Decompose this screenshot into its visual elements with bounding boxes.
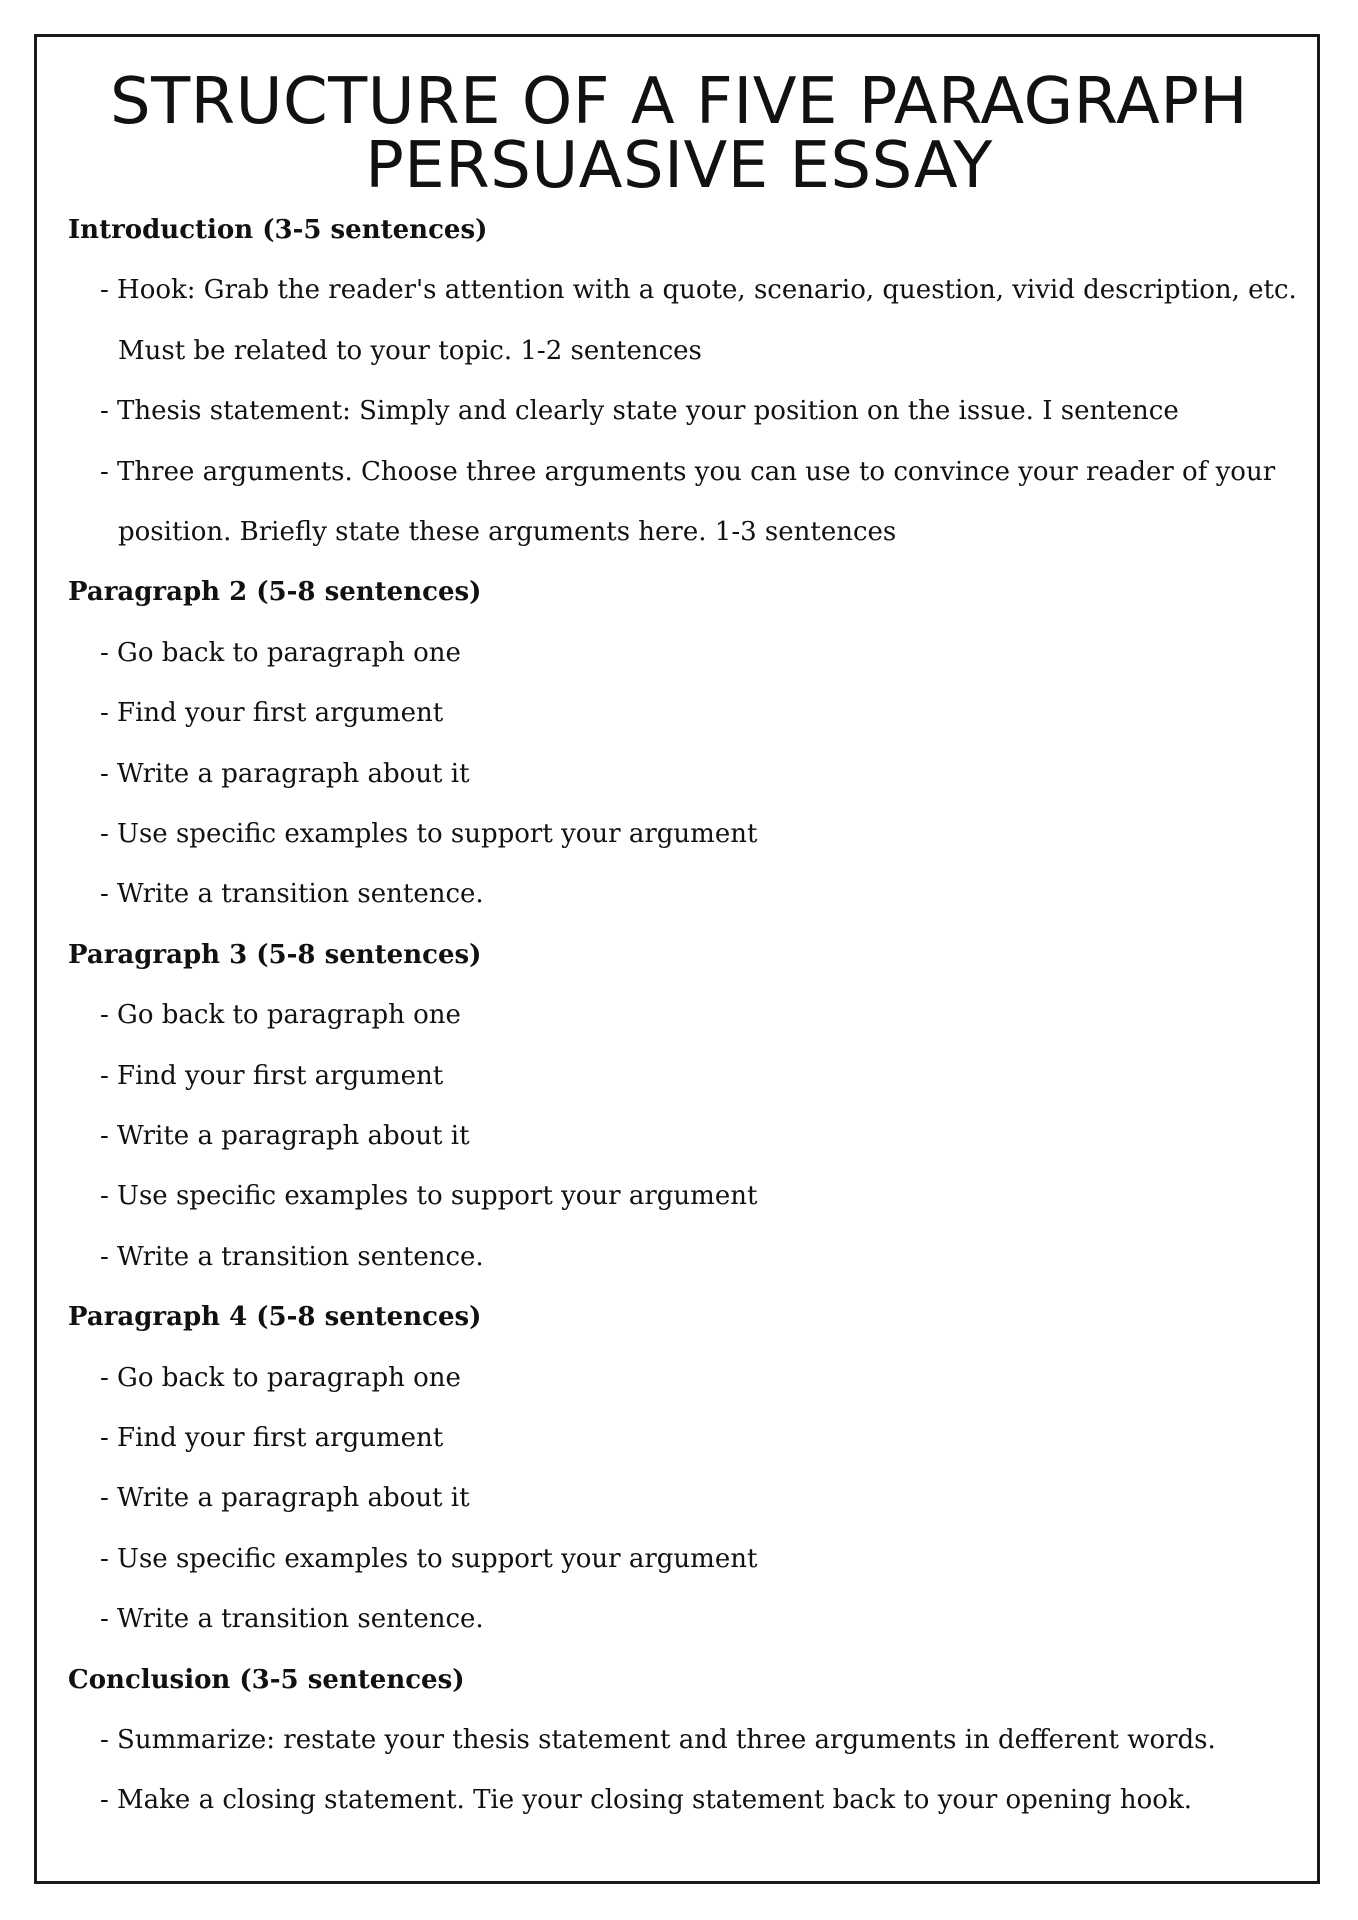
list-item: - Go back to paragraph one (100, 1362, 461, 1393)
section-items (68, 985, 1318, 1287)
list-item: - Go back to paragraph one (100, 637, 461, 668)
section-items (68, 623, 1318, 925)
list-item: - Go back to paragraph one (100, 1000, 461, 1031)
list-item: - Use specific examples to support your argument (100, 1181, 758, 1212)
section-paragraph-2 (68, 562, 1318, 924)
section-introduction (68, 200, 1318, 562)
section-conclusion (68, 1650, 1318, 1831)
list-item: - Write a transition sentence. (100, 1241, 484, 1272)
section-heading: Paragraph 2 (5-8 sentences) (68, 577, 482, 608)
list-item: - Use specific examples to support your argument (100, 819, 758, 850)
section-items (68, 1710, 1318, 1831)
list-item: - Three arguments. Choose three arguments you can use to convince your reader of your position. Briefly state these arguments here. 1-3 sentences (100, 456, 1276, 548)
page-title (0, 65, 1358, 203)
section-heading: Paragraph 3 (5-8 sentences) (68, 939, 482, 970)
list-item: - Hook: Grab the reader's attention with a quote, scenario, question, vivid description, etc. Must be related to your topic. 1-2 sentences (100, 275, 1297, 366)
list-item: - Write a transition sentence. (100, 1604, 484, 1635)
title-line-1: STRUCTURE OF A FIVE PARAGRAPH (109, 65, 1249, 139)
section-paragraph-4 (68, 1287, 1318, 1649)
list-item: - Write a paragraph about it (100, 1121, 470, 1152)
list-item: - Write a paragraph about it (100, 1483, 470, 1514)
list-item: - Write a paragraph about it (100, 758, 470, 789)
section-items (68, 260, 1318, 562)
list-item: - Find your first argument (100, 1060, 444, 1091)
section-heading: Paragraph 4 (5-8 sentences) (68, 1302, 482, 1333)
list-item: - Make a closing statement. Tie your closing statement back to your opening hook. (100, 1785, 1192, 1816)
section-heading: Conclusion (3-5 sentences) (68, 1664, 465, 1695)
list-item: - Find your first argument (100, 1423, 444, 1454)
list-item: - Thesis statement: Simply and clearly state your position on the issue. I sentence (100, 396, 1179, 427)
list-item: - Find your first argument (100, 698, 444, 729)
section-paragraph-3 (68, 925, 1318, 1287)
section-heading: Introduction (3-5 sentences) (68, 215, 488, 245)
list-item: - Write a transition sentence. (100, 879, 484, 910)
list-item: - Use specific examples to support your argument (100, 1543, 758, 1574)
section-items (68, 1348, 1318, 1650)
title-line-2: PERSUASIVE ESSAY (365, 129, 993, 203)
list-item: - Summarize: restate your thesis statement and three arguments in defferent words. (100, 1725, 1216, 1756)
essay-structure (68, 200, 1318, 1831)
